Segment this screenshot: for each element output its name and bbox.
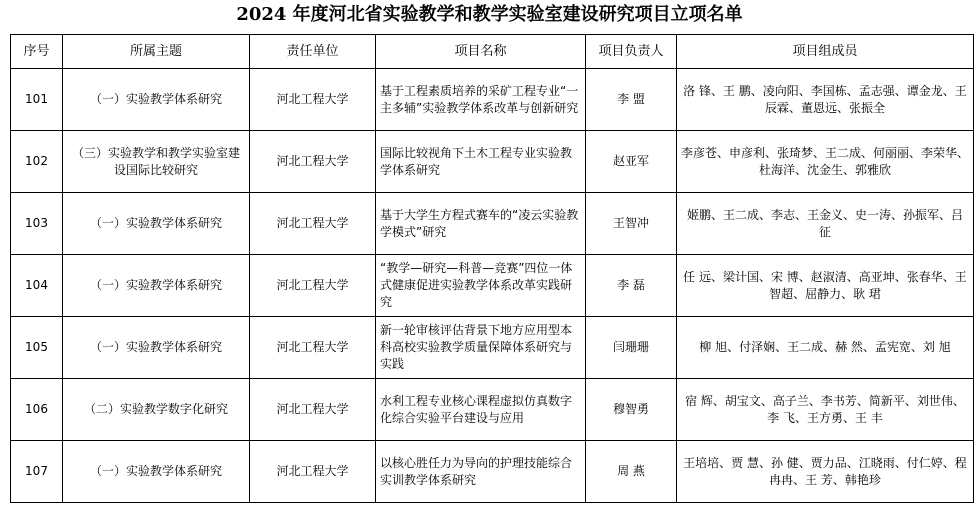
cell-lead: 穆智勇: [586, 379, 677, 441]
cell-no: 103: [11, 193, 63, 255]
cell-topic: （一）实验教学体系研究: [63, 441, 250, 503]
cell-no: 101: [11, 69, 63, 131]
cell-lead: 李 磊: [586, 255, 677, 317]
cell-lead: 李 盟: [586, 69, 677, 131]
table-row: [11, 379, 974, 441]
cell-no: 105: [11, 317, 63, 379]
table-row: [11, 69, 974, 131]
cell-topic: （三）实验教学和教学实验室建设国际比较研究: [63, 131, 250, 193]
cell-members: 柳 旭、付泽娴、王二成、赫 然、孟宪宽、刘 旭: [677, 317, 974, 379]
header-name: 项目名称: [376, 35, 586, 69]
cell-no: 102: [11, 131, 63, 193]
cell-members: 王培培、贾 慧、孙 健、贾力品、江晓雨、付仁婷、程冉冉、王 芳、韩艳珍: [677, 441, 974, 503]
cell-no: 104: [11, 255, 63, 317]
table-row: [11, 131, 974, 193]
table-header-row: [11, 35, 974, 69]
cell-members: 李彦苍、申彦利、张琦梦、王二成、何丽丽、李荣华、杜海洋、沈金生、郭雅欣: [677, 131, 974, 193]
cell-unit: 河北工程大学: [250, 131, 376, 193]
cell-unit: 河北工程大学: [250, 317, 376, 379]
cell-project-name: 基于工程素质培养的采矿工程专业“一主多辅”实验教学体系改革与创新研究: [376, 69, 586, 131]
cell-members: 宿 辉、胡宝文、高子兰、李书芳、简新平、刘世伟、李 飞、王方勇、王 丰: [677, 379, 974, 441]
cell-project-name: 国际比较视角下土木工程专业实验教学体系研究: [376, 131, 586, 193]
cell-project-name: 新一轮审核评估背景下地方应用型本科高校实验教学质量保障体系研究与实践: [376, 317, 586, 379]
cell-members: 任 远、梁计国、宋 博、赵淑清、高亚坤、张春华、王智超、屈静力、耿 珺: [677, 255, 974, 317]
cell-topic: （二）实验教学数字化研究: [63, 379, 250, 441]
document-title: 2024 年度河北省实验教学和教学实验室建设研究项目立项名单: [236, 4, 743, 25]
cell-no: 106: [11, 379, 63, 441]
cell-topic: （一）实验教学体系研究: [63, 317, 250, 379]
cell-topic: （一）实验教学体系研究: [63, 255, 250, 317]
cell-lead: 闫珊珊: [586, 317, 677, 379]
table-row: [11, 193, 974, 255]
cell-unit: 河北工程大学: [250, 255, 376, 317]
table-row: [11, 441, 974, 503]
cell-project-name: 基于大学生方程式赛车的“凌云实验教学模式”研究: [376, 193, 586, 255]
cell-topic: （一）实验教学体系研究: [63, 69, 250, 131]
header-lead: 项目负责人: [586, 35, 677, 69]
cell-unit: 河北工程大学: [250, 379, 376, 441]
table-row: [11, 317, 974, 379]
cell-lead: 周 燕: [586, 441, 677, 503]
cell-lead: 赵亚军: [586, 131, 677, 193]
cell-project-name: 以核心胜任力为导向的护理技能综合实训教学体系研究: [376, 441, 586, 503]
cell-unit: 河北工程大学: [250, 69, 376, 131]
cell-topic: （一）实验教学体系研究: [63, 193, 250, 255]
header-no: 序号: [11, 35, 63, 69]
cell-project-name: 水利工程专业核心课程虚拟仿真数字化综合实验平台建设与应用: [376, 379, 586, 441]
header-unit: 责任单位: [250, 35, 376, 69]
cell-no: 107: [11, 441, 63, 503]
cell-lead: 王智冲: [586, 193, 677, 255]
cell-project-name: “教学—研究—科普—竞赛”四位一体式健康促进实验教学体系改革实践研究: [376, 255, 586, 317]
project-table: [10, 34, 974, 503]
cell-members: 洛 锋、王 鹏、凌向阳、李国栋、孟志强、谭金龙、王辰霖、董恩远、张振全: [677, 69, 974, 131]
header-topic: 所属主题: [63, 35, 250, 69]
header-members: 项目组成员: [677, 35, 974, 69]
cell-members: 姬鹏、王二成、李志、王金义、史一涛、孙振军、吕 征: [677, 193, 974, 255]
cell-unit: 河北工程大学: [250, 193, 376, 255]
table-row: [11, 255, 974, 317]
cell-unit: 河北工程大学: [250, 441, 376, 503]
